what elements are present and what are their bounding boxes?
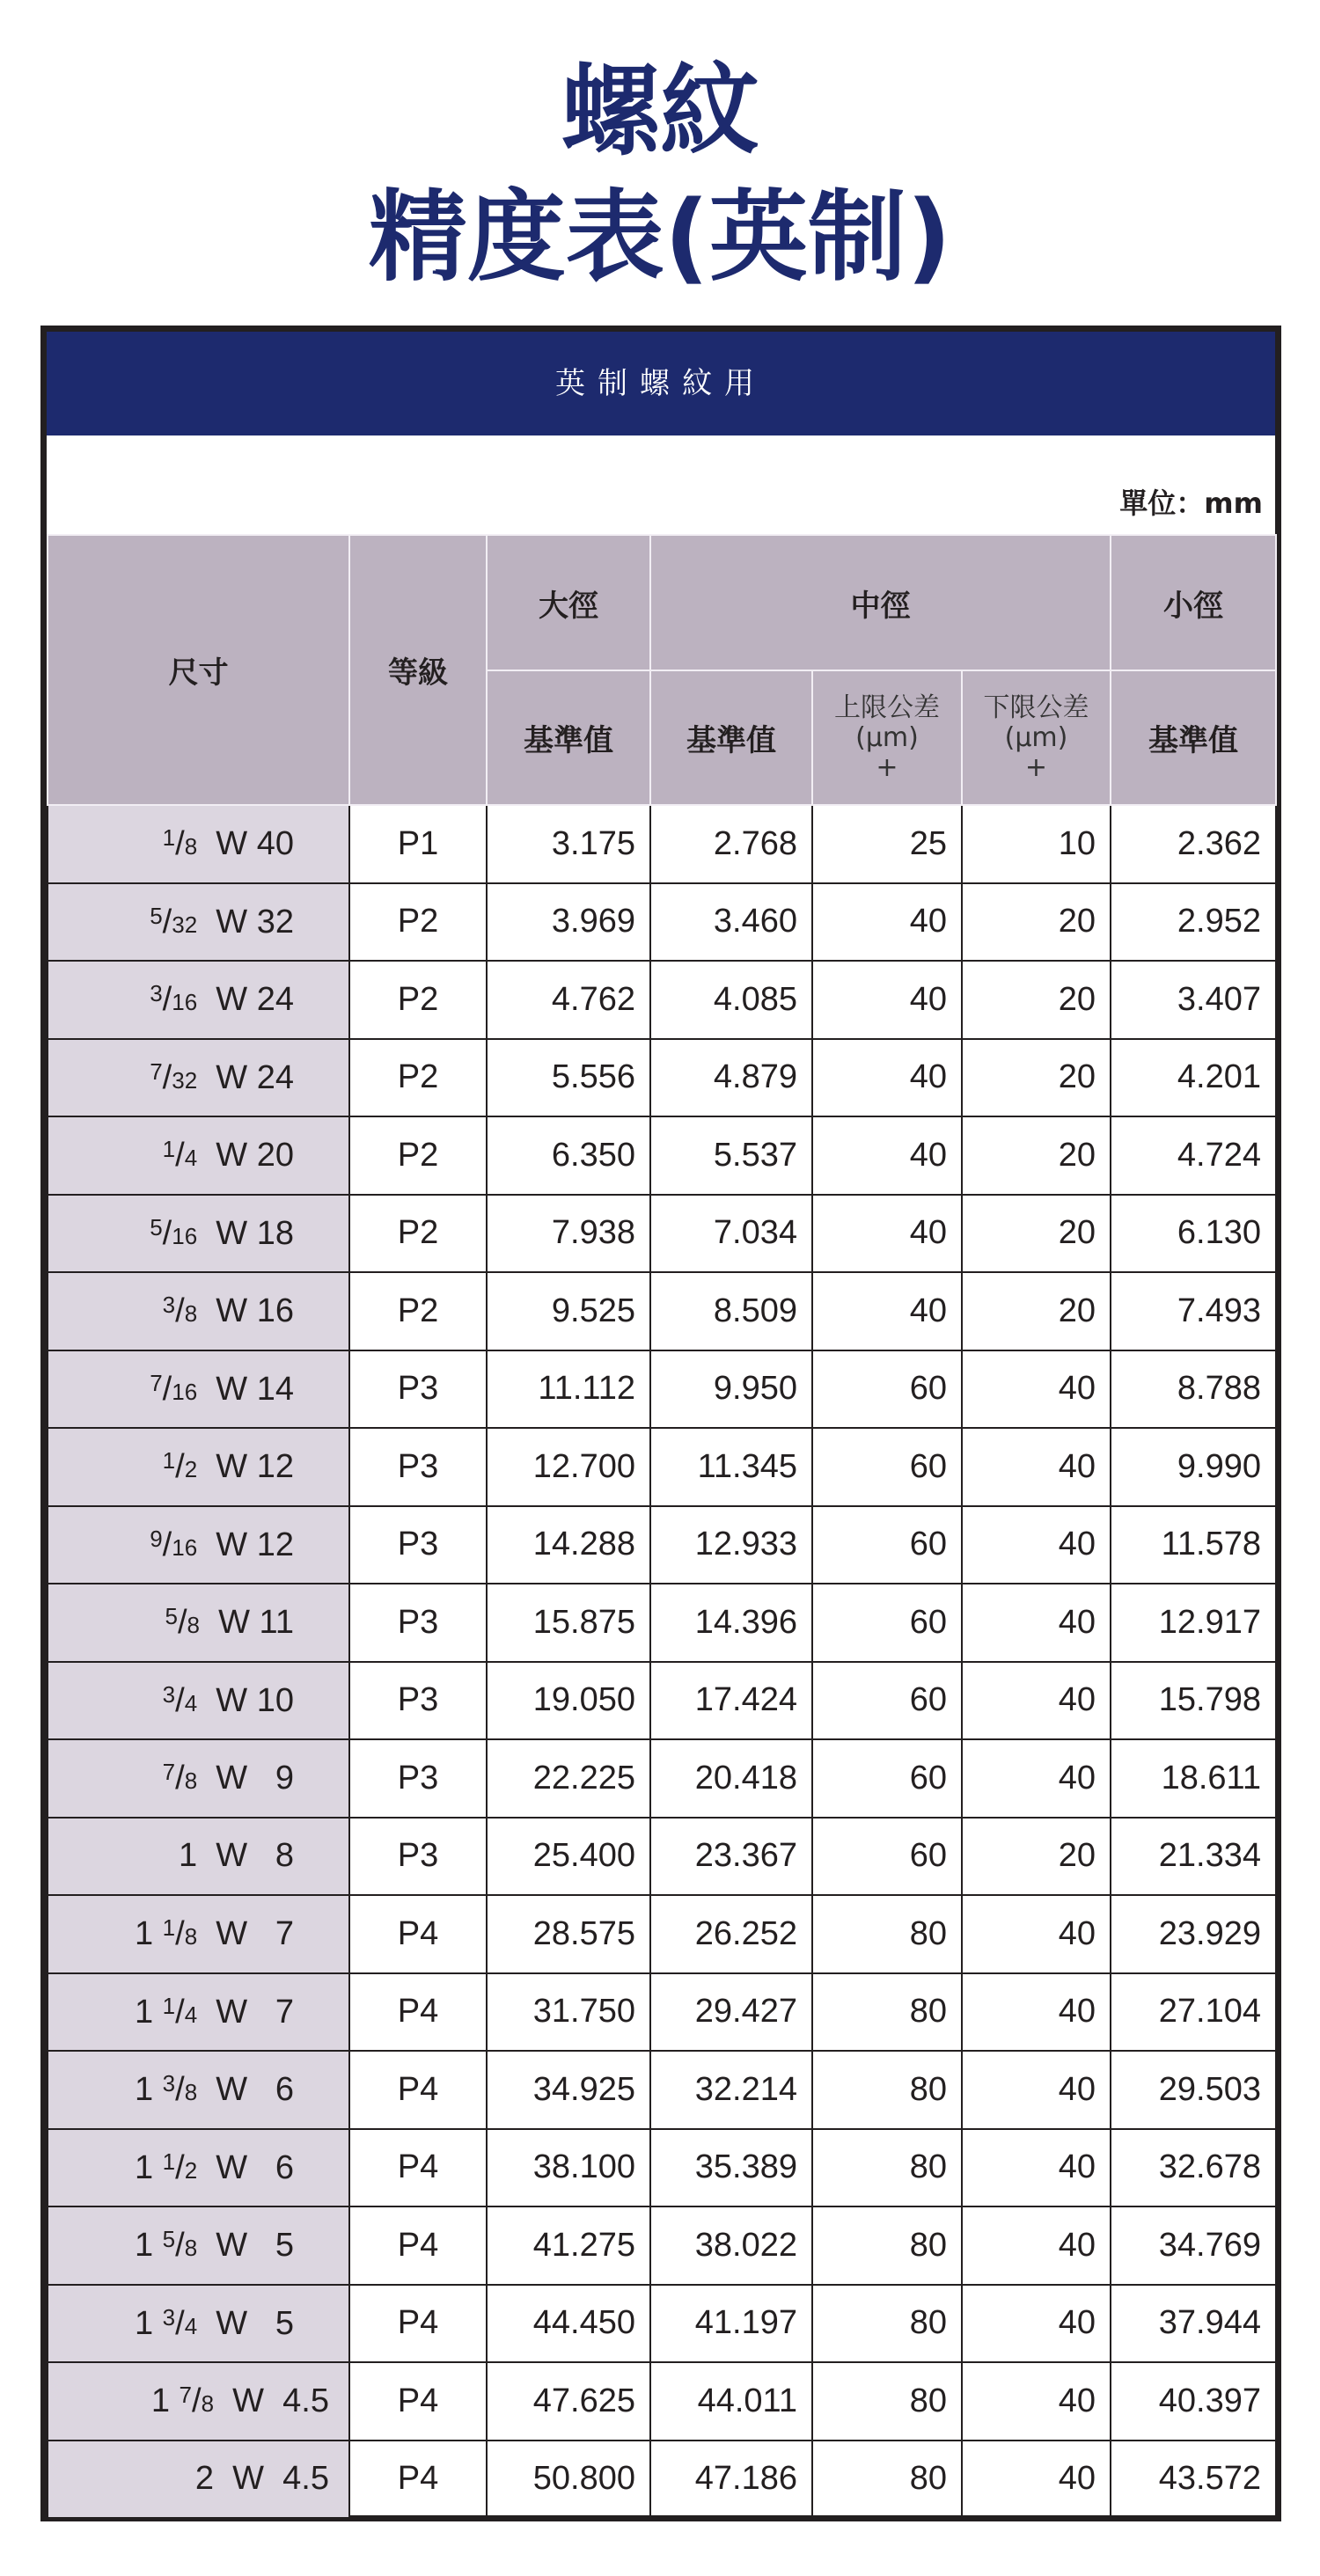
size-numerator: 3: [162, 2303, 176, 2331]
cell-pitch-base: 41.197: [650, 2285, 812, 2363]
cell-lower-tolerance: 40: [962, 1428, 1111, 1506]
page-subtitle: 精度表(英制): [368, 180, 952, 295]
cell-upper-tolerance: 60: [812, 1350, 962, 1429]
cell-pitch-base: 14.396: [650, 1584, 812, 1662]
table-row: [48, 1895, 1276, 1973]
size-numerator: 3: [162, 1680, 176, 1708]
cell-minor-base: 21.334: [1111, 1818, 1276, 1896]
size-numerator: 7: [162, 1759, 176, 1786]
cell-grade: P3: [349, 1350, 487, 1429]
cell-major-base: 3.175: [487, 805, 650, 883]
table-row: [48, 2051, 1276, 2129]
cell-size: 1 $^1$/8 W 7: [48, 1895, 349, 1973]
cell-pitch-base: 3.460: [650, 883, 812, 962]
cell-pitch-base: 47.186: [650, 2441, 812, 2519]
cell-pitch-base: 44.011: [650, 2362, 812, 2441]
cell-size: $^1$/4 W 20: [48, 1116, 349, 1195]
size-w: W: [216, 1058, 248, 1096]
size-whole: 1: [150, 2382, 170, 2420]
cell-pitch-base: 4.085: [650, 961, 812, 1039]
cell-major-base: 41.275: [487, 2206, 650, 2285]
size-numerator: 1: [162, 1992, 176, 2019]
size-tpi: 24: [256, 1058, 294, 1096]
cell-upper-tolerance: 80: [812, 2051, 962, 2129]
size-tpi: 10: [256, 1681, 294, 1719]
cell-major-base: 11.112: [487, 1350, 650, 1429]
size-tpi: 5: [275, 2227, 294, 2265]
size-numerator: 5: [165, 1603, 178, 1630]
cell-grade: P2: [349, 1272, 487, 1350]
table-row: [48, 1973, 1276, 2052]
cell-major-base: 6.350: [487, 1116, 650, 1195]
cell-major-base: 5.556: [487, 1039, 650, 1117]
size-whole: 1: [134, 1915, 154, 1953]
size-tpi: 12: [256, 1526, 294, 1563]
size-numerator: 5: [162, 2226, 176, 2253]
size-tpi: 16: [256, 1292, 294, 1330]
size-numerator: 7: [150, 1057, 163, 1085]
size-whole: 1: [179, 1837, 198, 1875]
cell-size: $^7$/16 W 14: [48, 1350, 349, 1429]
cell-size: $^5$/8 W 11: [48, 1584, 349, 1662]
size-tpi: 7: [275, 1915, 294, 1953]
page-title: 螺紋: [561, 55, 759, 169]
size-denominator: 8: [184, 833, 198, 860]
cell-minor-base: 9.990: [1111, 1428, 1276, 1506]
cell-upper-tolerance: 40: [812, 1272, 962, 1350]
cell-minor-base: 34.769: [1111, 2206, 1276, 2285]
cell-major-base: 15.875: [487, 1584, 650, 1662]
table-row: [48, 1584, 1276, 1662]
cell-major-base: 14.288: [487, 1506, 650, 1584]
cell-pitch-base: 26.252: [650, 1895, 812, 1973]
size-whole: 1: [134, 2071, 154, 2109]
table-row: [48, 1506, 1276, 1584]
cell-pitch-base: 9.950: [650, 1350, 812, 1429]
cell-grade: P3: [349, 1428, 487, 1506]
size-w: W: [216, 903, 248, 940]
size-numerator: 1: [162, 2148, 176, 2175]
cell-lower-tolerance: 40: [962, 1973, 1111, 2052]
cell-lower-tolerance: 40: [962, 2129, 1111, 2207]
size-numerator: 3: [162, 1292, 176, 1319]
cell-minor-base: 11.578: [1111, 1506, 1276, 1584]
size-denominator: 4: [184, 2001, 198, 2028]
size-denominator: 2: [184, 2156, 198, 2184]
cell-size: 1 $^1$/2 W 6: [48, 2129, 349, 2207]
cell-lower-tolerance: 20: [962, 1195, 1111, 1273]
cell-pitch-base: 32.214: [650, 2051, 812, 2129]
table-row: [48, 2129, 1276, 2207]
cell-size: 1 $^3$/8 W 6: [48, 2051, 349, 2129]
cell-pitch-base: 20.418: [650, 1739, 812, 1818]
cell-upper-tolerance: 60: [812, 1739, 962, 1818]
size-denominator: 16: [172, 1533, 198, 1561]
cell-lower-tolerance: 40: [962, 1506, 1111, 1584]
cell-pitch-base: 11.345: [650, 1428, 812, 1506]
size-denominator: 2: [184, 1456, 198, 1483]
size-w: W: [216, 981, 248, 1019]
size-w: W: [216, 1760, 248, 1797]
cell-size: $^3$/4 W 10: [48, 1662, 349, 1740]
header-pitch-base: 基準值: [650, 670, 812, 805]
cell-pitch-base: 17.424: [650, 1662, 812, 1740]
cell-size: $^5$/32 W 32: [48, 883, 349, 962]
size-w: W: [232, 2460, 265, 2498]
cell-minor-base: 23.929: [1111, 1895, 1276, 1973]
cell-major-base: 44.450: [487, 2285, 650, 2363]
cell-upper-tolerance: 80: [812, 2129, 962, 2207]
cell-grade: P4: [349, 2051, 487, 2129]
cell-grade: P4: [349, 2441, 487, 2519]
cell-upper-tolerance: 80: [812, 1973, 962, 2052]
lower-tolerance-unit: (μm): [1004, 721, 1068, 753]
cell-lower-tolerance: 40: [962, 1895, 1111, 1973]
cell-lower-tolerance: 40: [962, 2362, 1111, 2441]
size-numerator: 7: [150, 1369, 163, 1396]
size-tpi: 18: [256, 1214, 294, 1252]
size-tpi: 9: [275, 1760, 294, 1797]
size-tpi: 12: [256, 1448, 294, 1486]
cell-grade: P2: [349, 1116, 487, 1195]
cell-grade: P4: [349, 2206, 487, 2285]
cell-pitch-base: 12.933: [650, 1506, 812, 1584]
cell-size: $^7$/32 W 24: [48, 1039, 349, 1117]
cell-lower-tolerance: 40: [962, 2285, 1111, 2363]
cell-major-base: 12.700: [487, 1428, 650, 1506]
size-tpi: 8: [275, 1837, 294, 1875]
cell-upper-tolerance: 60: [812, 1584, 962, 1662]
size-tpi: 20: [256, 1137, 294, 1175]
cell-pitch-base: 7.034: [650, 1195, 812, 1273]
size-denominator: 4: [184, 1689, 198, 1716]
size-denominator: 8: [187, 1612, 200, 1639]
cell-pitch-base: 35.389: [650, 2129, 812, 2207]
cell-grade: P2: [349, 1195, 487, 1273]
size-denominator: 32: [172, 1066, 198, 1094]
cell-minor-base: 40.397: [1111, 2362, 1276, 2441]
size-w: W: [216, 1681, 248, 1719]
size-w: W: [216, 1993, 248, 2031]
header-minor-base: 基準值: [1111, 670, 1276, 805]
cell-lower-tolerance: 10: [962, 805, 1111, 883]
table-row: [48, 2285, 1276, 2363]
cell-lower-tolerance: 40: [962, 2206, 1111, 2285]
size-numerator: 9: [150, 1525, 163, 1552]
cell-major-base: 50.800: [487, 2441, 650, 2519]
size-tpi: 40: [256, 825, 294, 863]
size-denominator: 16: [172, 1222, 198, 1249]
cell-pitch-base: 38.022: [650, 2206, 812, 2285]
cell-minor-base: 6.130: [1111, 1195, 1276, 1273]
size-denominator: 8: [184, 2079, 198, 2106]
cell-grade: P3: [349, 1818, 487, 1896]
cell-minor-base: 37.944: [1111, 2285, 1276, 2363]
cell-major-base: 9.525: [487, 1272, 650, 1350]
cell-lower-tolerance: 20: [962, 1039, 1111, 1117]
cell-lower-tolerance: 40: [962, 1584, 1111, 1662]
lower-tolerance-label: 下限公差: [983, 692, 1089, 723]
size-w: W: [216, 1214, 248, 1252]
cell-size: $^7$/8 W 9: [48, 1739, 349, 1818]
cell-lower-tolerance: 20: [962, 1272, 1111, 1350]
cell-major-base: 4.762: [487, 961, 650, 1039]
cell-minor-base: 4.724: [1111, 1116, 1276, 1195]
size-w: W: [216, 1915, 248, 1953]
header-upper-tolerance: [812, 670, 962, 805]
cell-major-base: 3.969: [487, 883, 650, 962]
cell-major-base: 7.938: [487, 1195, 650, 1273]
upper-tolerance-label: 上限公差: [834, 692, 940, 723]
cell-lower-tolerance: 20: [962, 961, 1111, 1039]
size-numerator: 1: [162, 824, 176, 852]
cell-lower-tolerance: 40: [962, 2441, 1111, 2519]
cell-upper-tolerance: 60: [812, 1506, 962, 1584]
table-row: [48, 805, 1276, 883]
size-whole: 1: [134, 1993, 154, 2031]
cell-upper-tolerance: 60: [812, 1662, 962, 1740]
size-denominator: 16: [172, 1378, 198, 1405]
cell-size: 1 $^5$/8 W 5: [48, 2206, 349, 2285]
cell-minor-base: 8.788: [1111, 1350, 1276, 1429]
cell-minor-base: 7.493: [1111, 1272, 1276, 1350]
size-tpi: 7: [275, 1993, 294, 2031]
size-numerator: 1: [162, 1447, 176, 1475]
size-denominator: 8: [184, 1923, 198, 1950]
table-row: [48, 2206, 1276, 2285]
size-denominator: 4: [184, 2312, 198, 2339]
unit-label: 單位：mm: [1119, 487, 1263, 520]
table-row: [48, 1039, 1276, 1117]
cell-upper-tolerance: 80: [812, 2206, 962, 2285]
cell-major-base: 34.925: [487, 2051, 650, 2129]
header-lower-tolerance: [962, 670, 1111, 805]
size-whole: 1: [134, 2304, 154, 2342]
cell-minor-base: 12.917: [1111, 1584, 1276, 1662]
cell-lower-tolerance: 20: [962, 883, 1111, 962]
cell-size: $^3$/8 W 16: [48, 1272, 349, 1350]
cell-lower-tolerance: 40: [962, 2051, 1111, 2129]
table-row: [48, 1662, 1276, 1740]
cell-major-base: 25.400: [487, 1818, 650, 1896]
size-numerator: 1: [162, 1914, 176, 1942]
size-denominator: 16: [172, 989, 198, 1016]
size-numerator: 1: [162, 1136, 176, 1163]
table-row: [48, 1272, 1276, 1350]
size-tpi: 14: [256, 1370, 294, 1408]
size-w: W: [218, 1604, 250, 1642]
cell-lower-tolerance: 20: [962, 1818, 1111, 1896]
header-major-diameter: 大徑: [487, 535, 650, 670]
size-denominator: 4: [184, 1145, 198, 1172]
header-minor-diameter: 小徑: [1111, 535, 1276, 670]
cell-upper-tolerance: 25: [812, 805, 962, 883]
cell-pitch-base: 23.367: [650, 1818, 812, 1896]
cell-upper-tolerance: 60: [812, 1818, 962, 1896]
cell-major-base: 47.625: [487, 2362, 650, 2441]
table-row: [48, 1739, 1276, 1818]
cell-upper-tolerance: 40: [812, 1039, 962, 1117]
cell-upper-tolerance: 40: [812, 1116, 962, 1195]
cell-minor-base: 3.407: [1111, 961, 1276, 1039]
header-grade: 等級: [349, 535, 487, 805]
cell-minor-base: 2.362: [1111, 805, 1276, 883]
table-row: [48, 1195, 1276, 1273]
cell-size: $^3$/16 W 24: [48, 961, 349, 1039]
cell-size: $^1$/8 W 40: [48, 805, 349, 883]
cell-grade: P3: [349, 1584, 487, 1662]
cell-upper-tolerance: 40: [812, 883, 962, 962]
header-pitch-diameter: 中徑: [650, 535, 1111, 670]
cell-grade: P3: [349, 1506, 487, 1584]
table-row: [48, 1818, 1276, 1896]
table-row: [48, 961, 1276, 1039]
cell-size: $^9$/16 W 12: [48, 1506, 349, 1584]
cell-minor-base: 27.104: [1111, 1973, 1276, 2052]
size-tpi: 5: [275, 2304, 294, 2342]
cell-minor-base: 43.572: [1111, 2441, 1276, 2519]
cell-minor-base: 18.611: [1111, 1739, 1276, 1818]
size-numerator: 3: [162, 2070, 176, 2097]
size-w: W: [216, 1448, 248, 1486]
cell-major-base: 22.225: [487, 1739, 650, 1818]
cell-lower-tolerance: 40: [962, 1662, 1111, 1740]
size-w: W: [216, 2071, 248, 2109]
upper-tolerance-sign: +: [876, 751, 898, 783]
cell-size: [48, 1818, 349, 1896]
cell-grade: P3: [349, 1662, 487, 1740]
cell-minor-base: 4.201: [1111, 1039, 1276, 1117]
cell-pitch-base: 4.879: [650, 1039, 812, 1117]
cell-size: $^1$/2 W 12: [48, 1428, 349, 1506]
cell-upper-tolerance: 40: [812, 961, 962, 1039]
size-denominator: 8: [184, 1767, 198, 1795]
cell-grade: P4: [349, 2362, 487, 2441]
upper-tolerance-unit: (μm): [855, 721, 919, 753]
size-numerator: 3: [150, 980, 163, 1007]
cell-minor-base: 29.503: [1111, 2051, 1276, 2129]
size-denominator: 8: [184, 2235, 198, 2262]
size-denominator: 8: [184, 1300, 198, 1328]
size-tpi: 6: [275, 2071, 294, 2109]
size-tpi: 6: [275, 2148, 294, 2186]
size-whole: 1: [134, 2148, 154, 2186]
cell-minor-base: 2.952: [1111, 883, 1276, 962]
cell-minor-base: 15.798: [1111, 1662, 1276, 1740]
cell-upper-tolerance: 60: [812, 1428, 962, 1506]
size-tpi: 4.5: [282, 2460, 329, 2498]
size-tpi: 32: [256, 903, 294, 940]
cell-size: 1 $^1$/4 W 7: [48, 1973, 349, 2052]
thread-tolerance-table-frame: [40, 326, 1281, 2521]
cell-major-base: 31.750: [487, 1973, 650, 2052]
cell-size: 1 $^3$/4 W 5: [48, 2285, 349, 2363]
cell-grade: P4: [349, 1895, 487, 1973]
table-body: [48, 805, 1276, 2518]
cell-grade: P2: [349, 961, 487, 1039]
size-w: W: [216, 1370, 248, 1408]
cell-lower-tolerance: 40: [962, 1739, 1111, 1818]
size-w: W: [216, 2148, 248, 2186]
table-row: [48, 2362, 1276, 2441]
header-size: 尺寸: [48, 535, 349, 805]
cell-minor-base: 32.678: [1111, 2129, 1276, 2207]
size-whole: 2: [194, 2460, 215, 2498]
cell-pitch-base: 5.537: [650, 1116, 812, 1195]
cell-pitch-base: 29.427: [650, 1973, 812, 2052]
size-denominator: 32: [172, 911, 198, 938]
cell-major-base: 38.100: [487, 2129, 650, 2207]
table-banner: 英制螺紋用: [47, 332, 1275, 435]
cell-grade: P4: [349, 2129, 487, 2207]
cell-grade: P4: [349, 2285, 487, 2363]
size-w: W: [216, 1292, 248, 1330]
cell-grade: P1: [349, 805, 487, 883]
size-w: W: [216, 1137, 248, 1175]
cell-upper-tolerance: 80: [812, 1895, 962, 1973]
size-tpi: 24: [256, 981, 294, 1019]
cell-size: $^5$/16 W 18: [48, 1195, 349, 1273]
table-row: [48, 1428, 1276, 1506]
thread-tolerance-table: [47, 534, 1277, 2519]
size-w: W: [232, 2382, 265, 2420]
table-row: [48, 1350, 1276, 1429]
size-w: W: [216, 1837, 248, 1875]
size-numerator: 5: [150, 902, 163, 929]
table-row: [48, 2441, 1276, 2519]
cell-grade: P2: [349, 1039, 487, 1117]
size-w: W: [216, 1526, 248, 1563]
cell-upper-tolerance: 80: [812, 2285, 962, 2363]
size-w: W: [216, 2227, 248, 2265]
cell-lower-tolerance: 20: [962, 1116, 1111, 1195]
header-major-base: 基準值: [487, 670, 650, 805]
cell-grade: P3: [349, 1739, 487, 1818]
cell-major-base: 19.050: [487, 1662, 650, 1740]
size-whole: 1: [134, 2227, 154, 2265]
cell-major-base: 28.575: [487, 1895, 650, 1973]
cell-upper-tolerance: 80: [812, 2362, 962, 2441]
table-row: [48, 883, 1276, 962]
size-w: W: [216, 2304, 248, 2342]
cell-upper-tolerance: 80: [812, 2441, 962, 2519]
table-row: [48, 1116, 1276, 1195]
size-numerator: 7: [179, 2382, 193, 2409]
size-tpi: 4.5: [282, 2382, 329, 2420]
size-tpi: 11: [259, 1604, 294, 1642]
cell-grade: P2: [349, 883, 487, 962]
lower-tolerance-sign: +: [1024, 751, 1048, 783]
cell-pitch-base: 2.768: [650, 805, 812, 883]
cell-upper-tolerance: 40: [812, 1195, 962, 1273]
cell-size: [48, 2441, 349, 2519]
cell-size: 1 $^7$/8 W 4.5: [48, 2362, 349, 2441]
cell-lower-tolerance: 40: [962, 1350, 1111, 1429]
cell-grade: P4: [349, 1973, 487, 2052]
cell-pitch-base: 8.509: [650, 1272, 812, 1350]
size-numerator: 5: [150, 1213, 163, 1240]
size-w: W: [216, 825, 248, 863]
size-denominator: 8: [201, 2390, 215, 2418]
